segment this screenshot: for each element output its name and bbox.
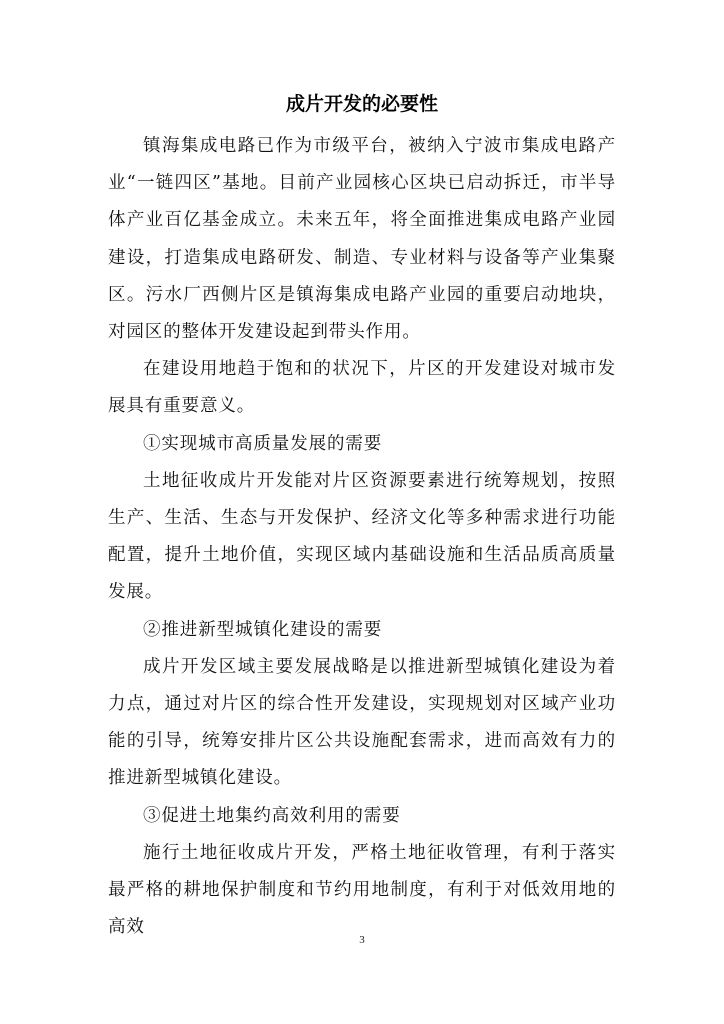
page-title: 成片开发的必要性 — [285, 93, 438, 115]
body-text — [108, 128, 616, 946]
page-number: 3 — [359, 934, 365, 946]
paragraph-section-2: 成片开发区域主要发展战略是以推进新型城镇化建设为着力点，通过对片区的综合性开发建设，实现规划对区域产业功能的引导，统筹安排片区公共设施配套需求，进而高效有力的推进新型城镇化建设。 — [108, 656, 616, 789]
paragraph-background: 镇海集成电路已作为市级平台，被纳入宁波市集成电路产业“一链四区”基地。目前产业园核心区块已启动拆迁，市半导体产业百亿基金成立。未来五年，将全面推进集成电路产业园建设，打造集成电路研发、制造、专业材料与设备等产业集聚区。污水厂西侧片区是镇海集成电路产业园的重要启动地块，对园区的整体开发建设起到带头作用。 — [108, 136, 616, 343]
section-heading-1: ①实现城市高质量发展的需要 — [143, 433, 383, 454]
paragraph-significance: 在建设用地趋于饱和的状况下，片区的开发建设对城市发展具有重要意义。 — [108, 359, 616, 417]
section-heading-2: ②推进新型城镇化建设的需要 — [143, 619, 383, 640]
section-heading-3: ③促进土地集约高效利用的需要 — [143, 805, 401, 826]
paragraph-section-1: 土地征收成片开发能对片区资源要素进行统筹规划，按照生产、生活、生态与开发保护、经济文化等多种需求进行功能配置，提升土地价值，实现区域内基础设施和生活品质高质量发展。 — [108, 470, 616, 603]
paragraph-section-3: 施行土地征收成片开发，严格土地征收管理，有利于落实最严格的耕地保护制度和节约用地制度，有利于对低效用地的高效 — [108, 842, 616, 938]
